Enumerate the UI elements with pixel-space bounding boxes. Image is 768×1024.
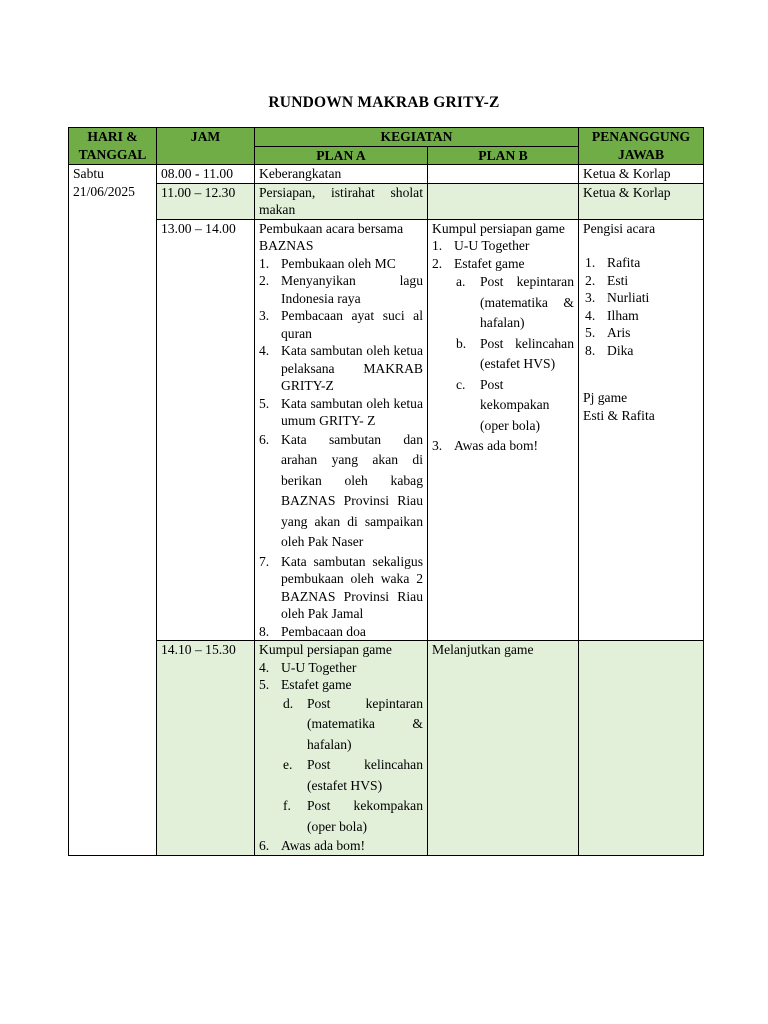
- list-item: 6. Awas ada bom!: [259, 838, 366, 853]
- header-row: [69, 128, 704, 147]
- plan-b-cell: [428, 219, 579, 641]
- pj-cell: Ketua & Korlap: [579, 183, 704, 219]
- list-item: 3. Pembacaan ayat suci al quran: [259, 308, 423, 341]
- list-item: b. Post kelincahan (estafet HVS): [456, 335, 575, 371]
- day-date: 21/06/2025: [73, 183, 135, 199]
- plan-b-intro: Kumpul persiapan game: [432, 220, 565, 236]
- list-item: 2. Menyanyikan lagu Indonesia raya: [259, 273, 423, 306]
- list-item: c. Post kekompakan (oper bola): [456, 376, 550, 433]
- plan-b-list: [432, 237, 574, 272]
- plan-b-cell: [428, 183, 579, 219]
- list-item: e. Post kelincahan (estafet HVS): [283, 757, 423, 793]
- plan-a-intro: Pembukaan acara bersama BAZNAS: [259, 220, 404, 253]
- plan-b-cell: Melanjutkan game: [428, 641, 579, 856]
- list-item: 5. Kata sambutan oleh ketua umum GRITY- Z: [259, 395, 423, 428]
- list-item: 4. Kata sambutan oleh ketua pelaksana MAKRAB GRITY-Z: [259, 343, 423, 393]
- header-hari-tanggal: HARI & TANGGAL: [69, 128, 157, 165]
- plan-b-sublist: [432, 272, 574, 436]
- plan-b-cell: [428, 165, 579, 184]
- list-item: 7. Kata sambutan sekaligus pembukaan oleh waka 2 BAZNAS Provinsi Riau oleh Pak Jamal: [259, 553, 423, 621]
- list-item: 3. Nurliati: [585, 290, 650, 305]
- table-row: [69, 219, 704, 641]
- table-row: [69, 165, 704, 184]
- header-penanggung-jawab: PENANGGUNG JAWAB: [579, 128, 704, 165]
- pj-game-names: Esti & Rafita: [583, 407, 655, 423]
- pj-cell: [579, 641, 704, 856]
- header-kegiatan: KEGIATAN: [255, 128, 579, 147]
- list-item: a. Post kepintaran (matematika & hafalan): [456, 274, 575, 330]
- day-cell: [69, 165, 157, 856]
- document-title: RUNDOWN MAKRAB GRITY-Z: [268, 94, 500, 111]
- plan-a-intro: Kumpul persiapan game: [259, 642, 392, 657]
- header-plan-a: PLAN A: [255, 146, 428, 165]
- list-item: 3. Awas ada bom!: [432, 438, 539, 453]
- plan-a-cell: [255, 641, 428, 856]
- time-cell: 11.00 – 12.30: [157, 183, 255, 219]
- list-item: 1. U-U Together: [432, 238, 530, 253]
- pj-heading: Pengisi acara: [583, 220, 656, 236]
- time-cell: 08.00 - 11.00: [157, 165, 255, 184]
- plan-b-list-end: [432, 436, 574, 457]
- rundown-table: [68, 127, 704, 856]
- plan-a-sublist: [259, 694, 423, 838]
- time-cell: 14.10 – 15.30: [157, 641, 255, 856]
- list-item: d. Post kepintaran (matematika & hafalan): [283, 695, 423, 752]
- plan-a-list: [259, 255, 423, 641]
- list-item: 2. Esti: [585, 272, 629, 288]
- list-item: 6. Kata sambutan dan arahan yang akan di berikan oleh kabag BAZNAS Provinsi Riau yang akan di sampaikan oleh Pak Naser: [259, 431, 423, 549]
- pj-cell: [579, 219, 704, 641]
- list-item: 4. U-U Together: [259, 659, 357, 675]
- list-item: 5. Estafet game: [259, 677, 352, 692]
- plan-a-list-end: [259, 837, 423, 855]
- plan-a-list: [259, 659, 423, 694]
- header-jam: JAM: [157, 128, 255, 165]
- list-item: 5. Aris: [585, 325, 631, 340]
- list-item: f. Post kekompakan (oper bola): [283, 798, 423, 834]
- list-item: 8. Dika: [585, 342, 634, 358]
- header-plan-b: PLAN B: [428, 146, 579, 165]
- pj-list: [583, 254, 699, 359]
- day-name: Sabtu: [73, 166, 104, 181]
- list-item: 4. Ilham: [585, 307, 639, 323]
- list-item: 1. Pembukaan oleh MC: [259, 255, 396, 271]
- list-item: 8. Pembacaan doa: [259, 623, 366, 639]
- table-row: [69, 183, 704, 219]
- list-item: 1. Rafita: [585, 255, 641, 270]
- plan-a-cell: [255, 219, 428, 641]
- plan-a-cell: Keberangkatan: [255, 165, 428, 184]
- table-row: [69, 641, 704, 856]
- list-item: 2. Estafet game: [432, 255, 525, 271]
- pj-cell: Ketua & Korlap: [579, 165, 704, 184]
- plan-a-cell: Persiapan, istirahat sholat makan: [255, 183, 428, 219]
- time-cell: 13.00 – 14.00: [157, 219, 255, 641]
- pj-game-label: Pj game: [583, 390, 628, 405]
